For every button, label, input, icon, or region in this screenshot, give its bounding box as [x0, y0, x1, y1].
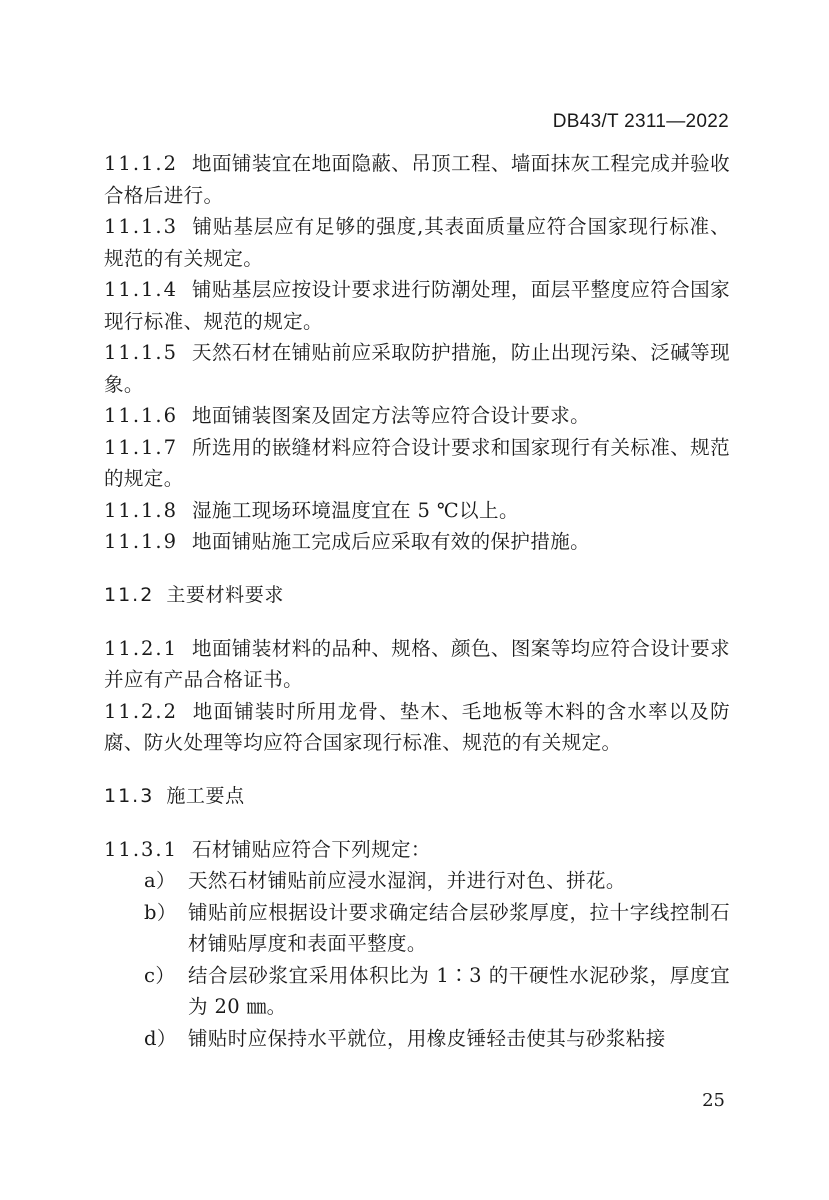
clause-text: 天然石材在铺贴前应采取防护措施，防止出现污染、泛碱等现象。: [104, 341, 730, 396]
section-number: 11.2: [104, 583, 155, 606]
list-item-b: [144, 897, 730, 960]
item-label: c）: [144, 963, 176, 987]
clause-11-1-6: [104, 400, 730, 432]
clause-number: 11.1.4: [104, 278, 179, 301]
page-number: 25: [702, 1090, 725, 1111]
item-text: 结合层砂浆宜采用体积比为 1∶3 的干硬性水泥砂浆，厚度宜为 20 ㎜。: [188, 963, 730, 1018]
clause-11-1-2: [104, 148, 730, 211]
clause-text: 石材铺贴应符合下列规定：: [192, 837, 431, 861]
section-heading-11-2: [104, 580, 730, 611]
clause-text: 湿施工现场环境温度宜在 5 ℃以上。: [192, 498, 519, 522]
section-title: 主要材料要求: [166, 583, 284, 606]
clause-text: 铺贴基层应有足够的强度,其表面质量应符合国家现行标准、规范的有关规定。: [104, 215, 730, 270]
item-label: d）: [144, 1026, 177, 1050]
clause-number: 11.1.3: [104, 215, 179, 238]
item-text: 铺贴时应保持水平就位，用橡皮锤轻击使其与砂浆粘接: [188, 1026, 666, 1050]
clause-text: 地面铺装图案及固定方法等应符合设计要求。: [192, 404, 591, 427]
clause-11-2-2: [104, 696, 730, 759]
list-item-c: [144, 960, 730, 1023]
standard-code: DB43/T 2311—2022: [552, 111, 729, 132]
item-text: 天然石材铺贴前应浸水湿润，并进行对色、拼花。: [188, 869, 626, 892]
clause-number: 11.1.8: [104, 498, 179, 522]
list-item-d: [144, 1023, 730, 1055]
clause-number: 11.1.9: [104, 530, 179, 553]
section-heading-11-3: [104, 781, 730, 812]
clause-11-1-5: [104, 337, 730, 400]
clause-number: 11.3.1: [104, 837, 179, 861]
clause-11-1-9: [104, 526, 730, 558]
item-text: 铺贴前应根据设计要求确定结合层砂浆厚度，拉十字线控制石材铺贴厚度和表面平整度。: [188, 900, 730, 955]
clause-number: 11.1.5: [104, 341, 179, 364]
clause-number: 11.2.1: [104, 636, 179, 660]
item-label: a）: [144, 869, 176, 892]
clause-text: 所选用的嵌缝材料应符合设计要求和国家现行有关标准、规范的规定。: [104, 435, 730, 490]
clause-text: 地面铺贴施工完成后应采取有效的保护措施。: [192, 530, 591, 553]
item-label: b）: [144, 900, 177, 924]
list-item-a: [144, 865, 730, 897]
clause-text: 地面铺装宜在地面隐蔽、吊顶工程、墙面抹灰工程完成并验收合格后进行。: [104, 152, 730, 207]
page-content: [104, 148, 730, 1054]
clause-11-1-3: [104, 211, 730, 274]
section-title: 施工要点: [166, 784, 245, 807]
section-number: 11.3: [104, 784, 155, 807]
clause-11-2-1: [104, 633, 730, 696]
clause-text: 铺贴基层应按设计要求进行防潮处理，面层平整度应符合国家现行标准、规范的规定。: [104, 278, 730, 333]
clause-number: 11.2.2: [104, 699, 179, 723]
clause-text: 地面铺装时所用龙骨、垫木、毛地板等木料的含水率以及防腐、防火处理等均应符合国家现行标准、规范的有关规定。: [104, 699, 730, 754]
clause-text: 地面铺装材料的品种、规格、颜色、图案等均应符合设计要求并应有产品合格证书。: [104, 636, 730, 691]
clause-number: 11.1.2: [104, 152, 179, 175]
clause-11-3-1: [104, 834, 730, 866]
clause-11-1-7: [104, 432, 730, 495]
clause-number: 11.1.7: [104, 435, 179, 459]
clause-11-1-8: [104, 495, 730, 527]
clause-11-1-4: [104, 274, 730, 337]
clause-number: 11.1.6: [104, 404, 179, 427]
